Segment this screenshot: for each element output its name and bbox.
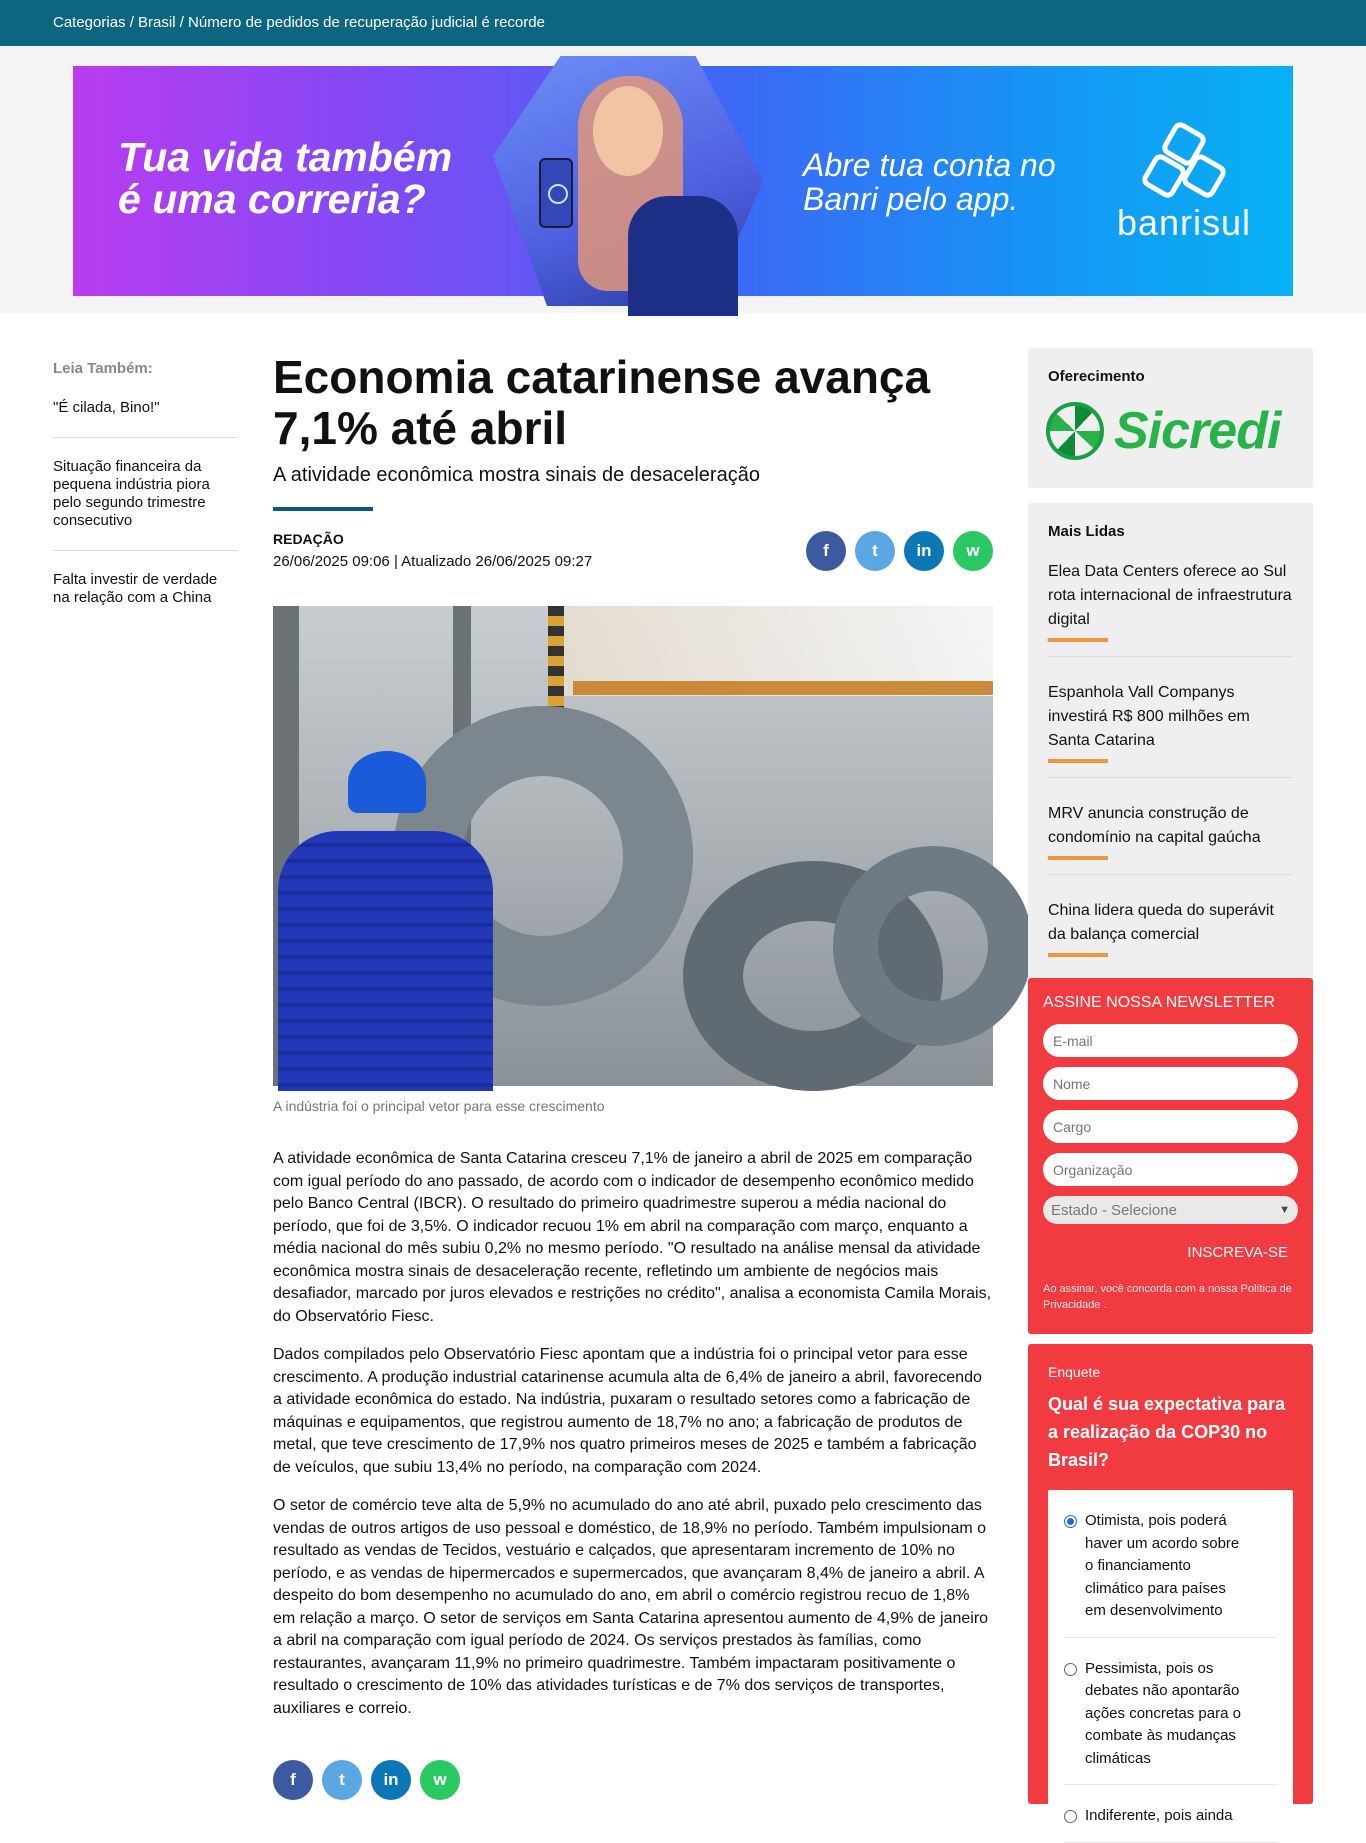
poll-option[interactable] [1064,1785,1277,1843]
state-select[interactable] [1043,1196,1298,1224]
ad-band [0,46,1366,313]
sicredi-pinwheel-icon [1046,402,1104,460]
poll-option[interactable] [1064,1638,1277,1786]
whatsapp-share-button[interactable]: w [420,1760,460,1800]
see-also-item[interactable]: Situação financeira da pequena indústria piora pelo segundo trimestre consecutivo [53,458,238,551]
article-meta [273,531,993,601]
whatsapp-share-button[interactable]: w [953,531,993,571]
article-body [273,1148,993,1720]
state-select-value: Estado - Selecione [1051,1201,1177,1219]
breadcrumb-bar [0,0,1366,46]
ad-model-face [593,86,663,176]
twitter-share-button[interactable]: t [855,531,895,571]
hero-truss [573,681,993,695]
article-paragraph: Dados compilados pelo Observatório Fiesc apontam que a indústria foi o principal vetor para esse crescimento. A produção industrial catarinense acumula alta de 6,4% de janeiro a abril, favorecendo a atividade econômica do estado. Na indústria, puxaram o resultado setores como a fabricação de máquinas e equipamentos, que registrou aumento de 18,7% no ano; a fabricação de produtos de metal, que teve crescimento de 17,9% nos quatro primeiros meses de 2025 e também a fabricação de veículos, que subiu 13,4% no período, na comparação com 2024. [273,1346,982,1476]
banrisul-logo [1109,126,1259,244]
linkedin-share-button[interactable]: in [904,531,944,571]
banrisul-wordmark: banrisul [1116,202,1252,243]
most-read [1028,503,1313,987]
newsletter-form [1028,978,1313,1334]
subscribe-button[interactable]: INSCREVA-SE [1187,1244,1288,1261]
article-subtitle: A atividade econômica mostra sinais de desaceleração [273,464,760,486]
most-read-title: Mais Lidas [1048,523,1125,540]
article [273,352,993,1800]
linkedin-share-button[interactable]: in [371,1760,411,1800]
see-also-title: Leia Também: [53,360,153,377]
radio[interactable] [1064,1810,1077,1823]
share-buttons-bottom [273,1760,993,1800]
hero-image [273,606,993,1086]
poll-option-text: Indiferente, pois ainda [1085,1807,1233,1824]
article-author: REDAÇÃO [273,531,344,547]
role-field[interactable] [1043,1110,1298,1143]
ad-model-jacket [628,196,738,316]
see-also-item[interactable]: "É cilada, Bino!" [53,399,238,438]
poll [1028,1344,1313,1824]
privacy-terms[interactable]: Ao assinar, você concorda com a nossa Política de Privacidade . [1043,1283,1292,1311]
see-also-item[interactable]: Falta investir de verdade na relação com a China [53,571,218,606]
poll-option-text: Otimista, pois poderá haver um acordo sobre o financiamento climático para países em desenvolvimento [1085,1512,1240,1619]
sponsor-box [1028,348,1313,488]
twitter-share-button[interactable]: t [322,1760,362,1800]
facebook-share-button[interactable]: f [273,1760,313,1800]
image-caption: A indústria foi o principal vetor para esse crescimento [273,1098,605,1114]
breadcrumb-text[interactable]: Categorias / Brasil / Número de pedidos de recuperação judicial é recorde [53,14,545,31]
share-buttons-top [806,531,993,571]
hero-worker-helmet [348,751,426,813]
hero-steel-coil [833,846,1033,1046]
ad-cta: Abre tua conta no Banri pelo app. [803,147,1056,217]
organization-field[interactable] [1043,1153,1298,1186]
article-title: Economia catarinense avança 7,1% até abril [273,351,931,454]
article-paragraph: O setor de comércio teve alta de 5,9% no acumulado do ano até abril, puxado pelo crescimento das vendas de outros artigos de uso pessoal e doméstico, de 18,9% no período. Também impulsionam o resultado as vendas de Tecidos, vestuário e calçados, que apresentaram incremento de 10% no período, e as vendas de hipermercados e supermercados, que avançaram 8,4% de janeiro a abril. A despeito do bom desempenho no acumulado do ano, em abril o comércio registrou recuo de 1,8% em relação a março. O setor de serviços em Santa Catarina apresentou aumento de 4,9% de janeiro a abril na comparação com igual período de 2024. Os serviços prestados às famílias, como restaurantes, avançaram 11,9% no primeiro quadrimestre. Também impactaram positivamente o resultado o crescimento de 10% das atividades turísticas e de 7% dos serviços de transportes, auxiliares e correio. [273,1497,989,1717]
most-read-item[interactable]: MRV anuncia construção de condomínio na capital gaúcha [1048,802,1293,875]
poll-option[interactable] [1064,1490,1277,1638]
ad-headline: Tua vida também é uma correria? [118,134,453,222]
see-also [53,360,238,647]
poll-label: Enquete [1048,1364,1101,1380]
most-read-item[interactable]: China lidera queda do superávit da balança comercial [1048,899,1293,967]
sicredi-wordmark: Sicredi [1114,402,1281,460]
most-read-item[interactable]: Elea Data Centers oferece ao Sul rota internacional de infraestrutura digital [1048,560,1293,657]
hero-worker-vest [278,831,493,1091]
email-field[interactable] [1043,1024,1298,1057]
chevron-down-icon: ▼ [1279,1204,1290,1216]
poll-options [1048,1490,1293,1843]
ad-banner[interactable] [73,66,1293,296]
name-field[interactable] [1043,1067,1298,1100]
poll-option-text: Pessimista, pois os debates não apontarão ações concretas para o combate às mudanças climáticas [1085,1659,1241,1767]
most-read-item[interactable]: Espanhola Vall Companys investirá R$ 800 milhões em Santa Catarina [1048,681,1293,778]
banrisul-hexagons-icon [1142,126,1226,198]
breadcrumb[interactable] [53,14,545,31]
article-dates: 26/06/2025 09:06 | Atualizado 26/06/2025 09:27 [273,553,593,570]
article-paragraph: A atividade econômica de Santa Catarina cresceu 7,1% de janeiro a abril de 2025 em comparação com igual período do ano passado, de acordo com o indicador de desempenho econômico medido pelo Banco Central (IBCR). O resultado do primeiro quadrimestre superou a média nacional do período, que foi de 3,5%. O indicador recuou 1% em abril na comparação com março, enquanto a média nacional do mês subiu 0,2% no mesmo período. "O resultado na análise mensal da atividade econômica mostra sinais de desaceleração recente, refletindo um ambiente de negócios mais desafiador, marcado por juros elevados e restrições no crédito", analisa a economista Camila Morais, do Observatório Fiesc. [273,1150,992,1325]
hero-worker [273,751,498,1086]
sicredi-logo[interactable] [1046,401,1293,461]
poll-question: Qual é sua expectativa para a realização da COP30 no Brasil? [1048,1394,1286,1470]
title-divider [273,507,373,511]
radio-selected[interactable] [1064,1515,1077,1528]
facebook-share-button[interactable]: f [806,531,846,571]
sponsor-label: Oferecimento [1048,368,1145,385]
newsletter-title: ASSINE NOSSA NEWSLETTER [1043,994,1276,1011]
radio[interactable] [1064,1663,1077,1676]
ad-phone-icon [539,158,573,228]
